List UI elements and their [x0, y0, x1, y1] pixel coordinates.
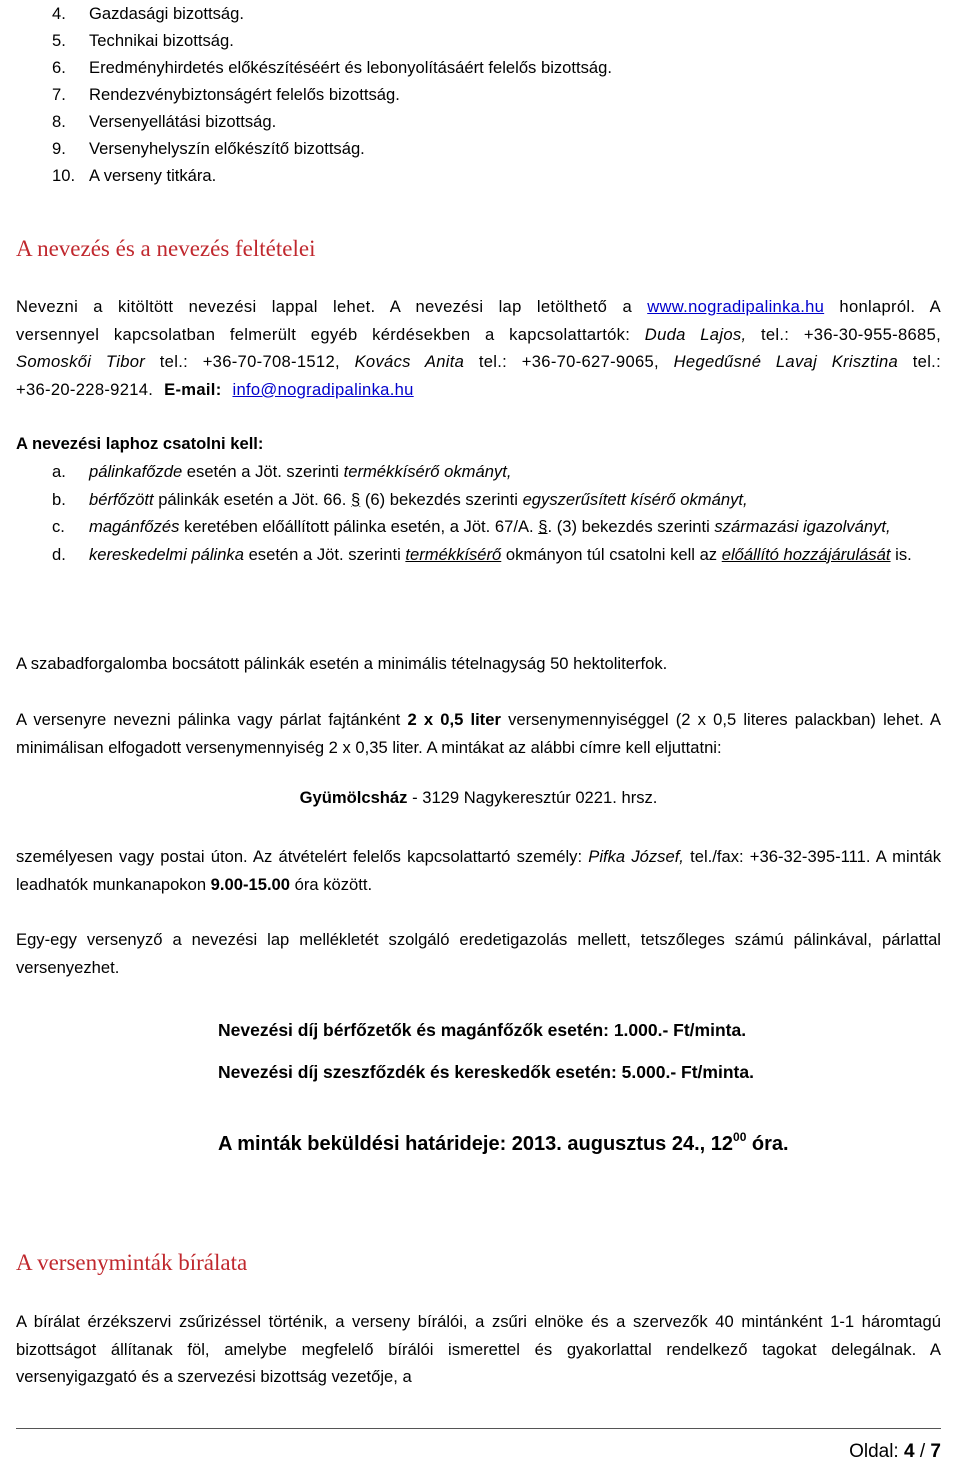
list-item: 7. Rendezvénybiztonságért felelős bizottság.: [52, 85, 400, 104]
list-item: a. pálinkafőzde esetén a Jöt. szerinti termékkísérő okmányt,: [52, 462, 512, 481]
attachment-list: [16, 458, 941, 568]
website-link[interactable]: www.nogradipalinka.hu: [647, 297, 825, 316]
paragraph-registration: Nevezni a kitöltött nevezési lappal lehet. A nevezési lap letölthető a www.nogradipalinka.hu honlapról. A versennyel kapcsolatban felmerült egyéb kérdésekben a kapcsolattartók: Duda Lajos, tel.: +36-30-955-8685, Somoskői Tibor tel.: +36-70-708-1512, Kovács Anita tel.: +36-70-627-9065, Hegedűsné Lavaj Krisztina tel.: +36-20-228-9214. E-mail: info@nogradipalinka.hu: [16, 297, 942, 399]
list-item: 5. Technikai bizottság.: [52, 31, 234, 50]
submission-deadline: A minták beküldési határideje: 2013. augusztus 24., $12^{00}$ óra.: [218, 1130, 789, 1155]
section-heading-biralat: A versenyminták bírálata: [16, 1250, 248, 1275]
list-item: 9. Versenyhelyszín előkészítő bizottság.: [52, 139, 365, 158]
list-item: 4. Gazdasági bizottság.: [52, 4, 244, 23]
paragraph-judging: A bírálat érzékszervi zsűrizéssel történik, a verseny bírálói, a zsűri elnöke és a szervezők 40 mintánként 1-1 háromtagú bizottságot állítanak föl, amelybe megfelelő bírálói ismerettel és gyakorlattal rendelkező tagokat delegálnak. A versenyigazgató és a szervezési bizottság vezetője, a: [16, 1312, 941, 1386]
list-item: 8. Versenyellátási bizottság.: [52, 112, 277, 131]
list-item: d. kereskedelmi pálinka esetén a Jöt. szerinti termékkísérő okmányon túl csatolni kell az előállító hozzájárulását is.: [52, 544, 912, 564]
paragraph-delivery: személyesen vagy postai úton. Az átvételért felelős kapcsolattartó személy: Pifka József, tel./fax: +36-32-395-111. A minták leadhatók munkanapokon 9.00-15.00 óra között.: [16, 847, 941, 894]
list-item: c. magánfőzés keretében előállított pálinka esetén, a Jöt. 67/A. §. (3) bekezdés szerinti származási igazolványt,: [52, 517, 891, 536]
page-number: Oldal: 4 / 7: [849, 1441, 941, 1462]
paragraph-quantity: A versenyre nevezni pálinka vagy párlat fajtánként 2 x 0,5 liter versenymennyiséggel (2 x 0,5 literes palackban) lehet. A minimálisan elfogadott versenymennyiség 2 x 0,35 liter. A mintákat az alábbi címre kell eljuttatni:: [16, 710, 942, 757]
paragraph-multi-entry: Egy-egy versenyző a nevezési lap mellékletét szolgáló eredetigazolás mellett, tetszőleges számú pálinkával, párlattal versenyezhet.: [16, 930, 941, 977]
attach-title: A nevezési laphoz csatolni kell:: [16, 434, 264, 453]
fee-distillery: Nevezési díj szeszfőzdék és kereskedők esetén: 5.000.- Ft/minta.: [218, 1062, 754, 1082]
email-link[interactable]: info@nogradipalinka.hu: [232, 379, 414, 399]
list-item: 10. A verseny titkára.: [52, 166, 217, 185]
footer-divider: [16, 1428, 941, 1429]
committee-list: [52, 0, 612, 189]
paragraph-min-lot: A szabadforgalomba bocsátott pálinkák esetén a minimális tételnagyság 50 hektoliterfok.: [16, 654, 668, 673]
delivery-address: Gyümölcsház - 3129 Nagykeresztúr 0221. hrsz.: [299, 788, 658, 807]
fee-private: Nevezési díj bérfőzetők és magánfőzők esetén: 1.000.- Ft/minta.: [218, 1020, 747, 1040]
list-item: 6. Eredményhirdetés előkészítéséért és lebonyolításáért felelős bizottság.: [52, 58, 612, 77]
list-item: b. bérfőzött pálinkák esetén a Jöt. 66. § (6) bekezdés szerinti egyszerűsített kísérő okmányt,: [52, 489, 748, 509]
section-heading-nevezes: A nevezés és a nevezés feltételei: [16, 236, 316, 261]
